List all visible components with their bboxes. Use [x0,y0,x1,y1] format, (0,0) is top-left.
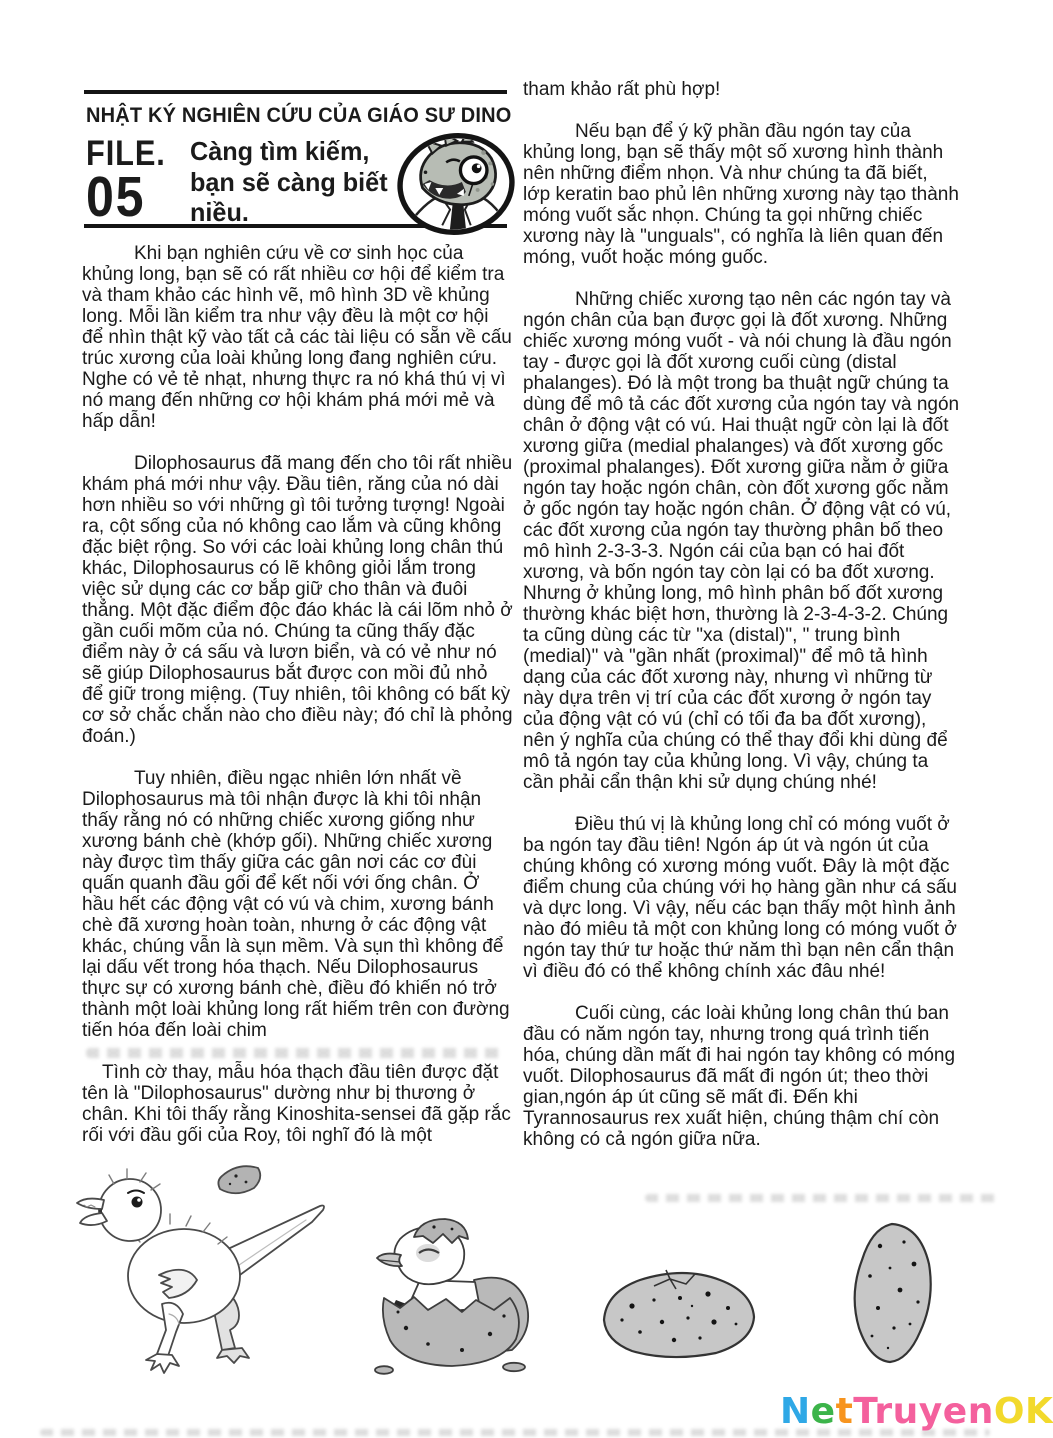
professor-dino-icon [397,132,515,238]
watermark-letter: u [892,1391,919,1432]
watermark-letter: O [993,1391,1025,1432]
file-number: 05 [86,165,146,229]
paragraph: Điều thú vị là khủng long chỉ có móng vuốt ở ba ngón tay đầu tiên! Ngón áp út và ngón út của chúng không có xương móng vuốt. Đây là một đặc điểm chung của chúng với họ hàng gần như cá sấu và dực long. Vì vậy, nếu các bạn thấy một hình ảnh nào đó miêu tả một con khủng long có móng vuốt ở ngón tay thứ tư hoặc thứ năm thì bạn nên cẩn thận vì điều đó có thể không chính xác đâu nhé! [523,814,957,982]
paragraph: Nếu bạn để ý kỹ phần đầu ngón tay của khủng long, bạn sẽ thấy một số xương hình thành nên những điểm nhọn. Và như chúng ta đã biết, lớp keratin bao phủ lên những xương này tạo thành móng vuốt sắc nhọn. Chúng ta gọi những chiếc xương này là "unguals", có nghĩa là liên quan đến móng, vuốt hoặc móng guốc. [523,121,959,268]
baby-dinosaur-illustration [72,1162,334,1374]
watermark-letter: e [810,1391,836,1432]
file-number-block [86,134,174,229]
masthead [84,90,512,229]
upright-egg-illustration [842,1220,942,1368]
hatchling-in-eggshell-illustration [362,1212,538,1376]
erased-text-artifact [86,1048,504,1058]
paragraph: Cuối cùng, các loài khủng long chân thú ban đầu có năm ngón tay, nhưng trong quá trình tiến hóa, chúng dần mất đi hai ngón tay không có móng vuốt. Dilophosaurus đã mất đi ngón út; theo thời gian,ngón áp út cũng sẽ mất đi. Đến khi Tyrannosaurus rex xuất hiện, chúng thậm chí còn không có cả ngón giữa nữa. [523,1003,956,1150]
watermark-letter: r [874,1391,893,1432]
left-text-column [82,243,513,1167]
paragraph: Tình cờ thay, mẫu hóa thạch đầu tiên được đặt tên là "Dilophosaurus" dường như bị thương ở chân. Khi tôi thấy rằng Kinoshita-sensei đã gặp rắc rối với đầu gối của Roy, tôi nghĩ đó là một [82,1062,511,1146]
watermark-letter: N [780,1391,811,1432]
paragraph: Tuy nhiên, điều ngạc nhiên lớn nhất về Dilophosaurus mà tôi nhận được là khi tôi nhận thấy rằng nó có những chiếc xương giống như xương bánh chè (khớp gối). Những chiếc xương này được tìm thấy giữa các gân nơi các cơ đùi quấn quanh đầu gối để kết nối với ống chân. Ở hầu hết các động vật có vú và chim, xương bánh chè đã xương hoàn toàn, nhưng ở các động vật khác, chúng vẫn là sụn mềm. Và sụn thì không để lại dấu vết trong hóa thạch. Nếu Dilophosaurus thực sự có xương bánh chè, điều đó khiến nó trở thành một loài khủng long rất hiếm trên con đường tiến hóa đến loài chim [82,768,510,1041]
paragraph: Khi bạn nghiên cứu về cơ sinh học của khủng long, bạn sẽ có rất nhiều cơ hội để kiểm tra và tham khảo các hình vẽ, mô hình 3D về khủng long. Mỗi lần kiểm tra như vậy đều là một cơ hội để nhìn thật kỹ vào tất cả các tài liệu có sẵn về cấu trúc xương của loài khủng long đang nghiên cứu. Nghe có vẻ tẻ nhạt, nhưng thực ra nó khá thú vị vì nó mang đến những cơ hội khám phá mới mẻ và hấp dẫn! [82,243,512,432]
watermark-letter: e [942,1391,968,1432]
series-title: NHẬT KÝ NGHIÊN CỨU CỦA GIÁO SƯ DINO [86,103,512,127]
episode-title-line: Càng tìm kiếm, [190,136,370,166]
paragraph: tham khảo rất phù hợp! [523,79,721,100]
paragraph: Dilophosaurus đã mang đến cho tôi rất nhiều khám phá mới như vậy. Đầu tiên, răng của nó dài hơn nhiều so với những gì tôi tưởng tượng! Ngoài ra, cột sống của nó không cao lắm và cũng không đặc biệt rộng. So với các loài khủng long chân thú khác, Dilophosaurus có lẽ không giỏi lắm trong việc sử dụng các cơ bắp giữ cho thân và đuôi thẳng. Một đặc điểm độc đáo khác là cái lõm nhỏ ở gần cuối mõm của nó. Chúng ta cũng thấy đặc điểm này ở cá sấu và lươn biển, và có vẻ như nó sẽ giúp Dilophosaurus bắt được con mồi đủ nhỏ để giữ trong miệng. (Tuy nhiên, tôi không có bất kỳ cơ sở chắc chắn nào cho điều này; đó chỉ là phỏng đoán.) [82,453,513,747]
erased-text-artifact [645,1194,1000,1202]
episode-title [190,136,391,228]
watermark-letter: t [835,1391,854,1432]
watermark-letter: K [1024,1391,1053,1432]
right-text-column [523,79,960,1171]
cracked-egg-lying-illustration [596,1260,762,1366]
watermark-letter: T [853,1391,875,1432]
episode-title-line: niều. [190,197,249,228]
episode-title-line: bạn sẽ càng biết [190,166,388,197]
file-label: FILE. [86,134,166,173]
floating-feather-icon [218,1166,260,1193]
watermark-letter: y [918,1391,943,1432]
masthead-row [86,136,507,238]
watermark-letter: n [967,1391,994,1432]
site-watermark [780,1391,1053,1432]
paragraph: Những chiếc xương tạo nên các ngón tay và ngón chân của bạn được gọi là đốt xương. Những chiếc xương móng vuốt - và nói chung là đầu ngón tay - được gọi là đốt xương cuối cùng (distal phalanges). Đó là một trong ba thuật ngữ chúng ta dùng để mô tả các đốt xương của ngón tay và ngón chân ở động vật có vú. Hai thuật ngữ còn lại là đốt xương giữa (medial phalanges) và đốt xương gốc (proximal phalanges). Đốt xương giữa nằm ở giữa ngón tay hoặc ngón chân, còn đốt xương gốc nằm ở gốc ngón tay hoặc ngón chân. Ở động vật có vú, các đốt xương của ngón tay thường phân bố theo mô hình 2-3-3-3. Ngón cái của bạn có hai đốt xương, và bốn ngón tay còn lại có ba đốt xương. Nhưng ở khủng long, mô hình phân bố đốt xương thường khác biệt hơn, thường là 2-3-4-3-2. Chúng ta cũng dùng các từ "xa (distal)", " trung bình (medial)" và "gần nhất (proximal)" để mô tả hình dạng của các đốt xương này, nhưng vì những từ này dựa trên vị trí của các đốt xương ở ngón tay của động vật có vú (chỉ có tối đa ba đốt xương), nên ý nghĩa của chúng có thể thay đổi khi dùng để mô tả ngón tay của khủng long. Vì vậy, chúng ta cần phải cẩn thận khi sử dụng chúng nhé! [523,289,960,793]
